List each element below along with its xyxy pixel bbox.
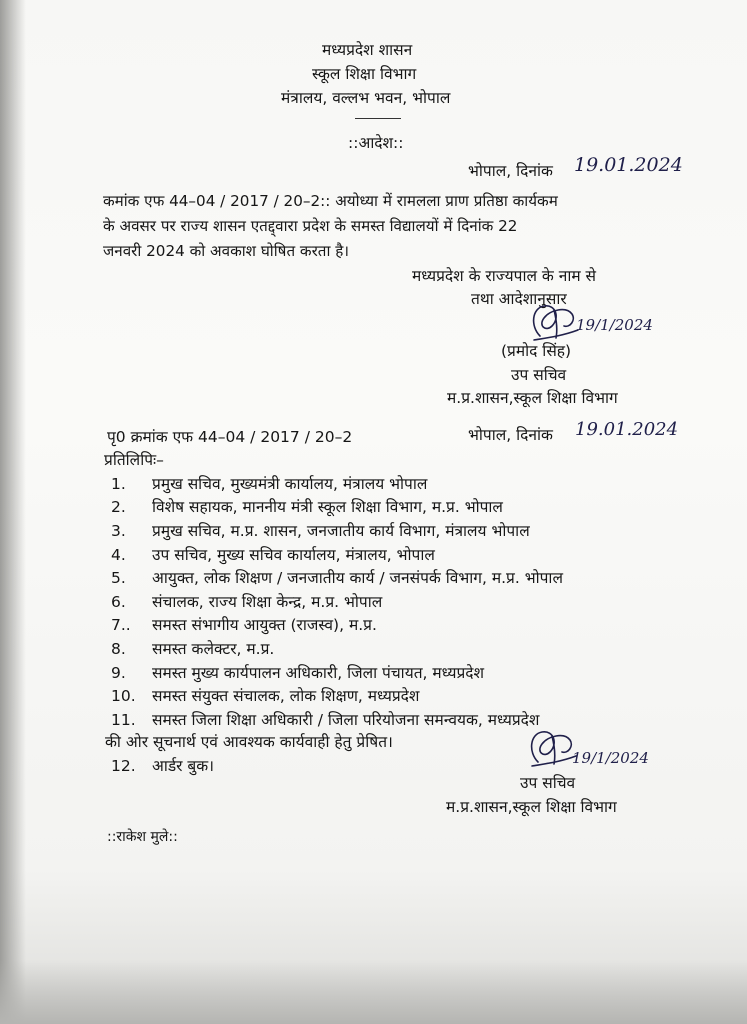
header-divider <box>355 118 401 119</box>
list-item-text: समस्त कलेक्टर, म.प्र. <box>152 640 275 658</box>
typist-initials: ::राकेश मुले:: <box>107 829 178 845</box>
forward-note: की ओर सूचनार्थ एवं आवश्यक कार्यवाही हेतु प्रेषित। <box>105 733 393 751</box>
copy-to-label: प्रतिलिपिः– <box>104 451 164 469</box>
list-item-text: उप सचिव, मुख्य सचिव कार्यालय, मंत्रालय, भोपाल <box>152 546 435 564</box>
list-item-text: प्रमुख सचिव, म.प्र. शासन, जनजातीय कार्य विभाग, मंत्रालय भोपाल <box>152 522 530 540</box>
endorsement-ref: पृ0 क्रमांक एफ 44–04 / 2017 / 20–2 <box>107 428 353 446</box>
list-item-number: 6. <box>111 593 126 611</box>
page-shadow-left <box>0 0 26 1024</box>
endorsement-date-label: भोपाल, दिनांक <box>468 426 553 444</box>
signature-date-2: 19/1/2024 <box>572 749 649 767</box>
authority-line-1: मध्यप्रदेश के राज्यपाल के नाम से <box>412 267 597 285</box>
signature-mark-1 <box>526 296 582 346</box>
order-date-handwritten: 19.01.2024 <box>574 154 683 176</box>
list-item-number: 3. <box>111 522 126 540</box>
signatory-name: (प्रमोद सिंह) <box>501 342 572 360</box>
signature-date-1: 19/1/2024 <box>576 316 653 334</box>
order-date-label: भोपाल, दिनांक <box>468 162 553 180</box>
list-item-number: 2. <box>111 498 126 516</box>
signatory-department: म.प्र.शासन,स्कूल शिक्षा विभाग <box>447 389 618 407</box>
header-address: मंत्रालय, वल्लभ भवन, भोपाल <box>281 89 451 107</box>
order-body-line-1: कमांक एफ 44–04 / 2017 / 20–2:: अयोध्या में रामलला प्राण प्रतिष्ठा कार्यकम <box>103 192 558 210</box>
page-shadow-bottom <box>0 960 747 1024</box>
order-body-line-2: के अवसर पर राज्य शासन एतद्द्वारा प्रदेश के समस्त विद्यालयों में दिनांक 22 <box>103 217 518 235</box>
signatory-designation: उप सचिव <box>511 366 567 384</box>
list-item-number: 12. <box>111 757 136 775</box>
endorsement-department: म.प्र.शासन,स्कूल शिक्षा विभाग <box>446 798 617 816</box>
list-item-text: आयुक्त, लोक शिक्षण / जनजातीय कार्य / जनसंपर्क विभाग, म.प्र. भोपाल <box>152 569 563 587</box>
order-title: ::आदेश:: <box>348 134 404 152</box>
list-item-text: समस्त संभागीय आयुक्त (राजस्व), म.प्र. <box>152 616 377 634</box>
list-item-number: 4. <box>111 546 126 564</box>
authority-line-2: तथा आदेशानुसार <box>471 290 567 308</box>
list-item-text: प्रमुख सचिव, मुख्यमंत्री कार्यालय, मंत्रालय भोपाल <box>152 475 428 493</box>
list-item-text: विशेष सहायक, माननीय मंत्री स्कूल शिक्षा विभाग, म.प्र. भोपाल <box>152 498 503 516</box>
list-item-number: 8. <box>111 640 126 658</box>
order-body-line-3: जनवरी 2024 को अवकाश घोषित करता है। <box>103 242 350 260</box>
list-item-number: 5. <box>111 569 126 587</box>
list-item-text: समस्त जिला शिक्षा अधिकारी / जिला परियोजना समन्वयक, मध्यप्रदेश <box>152 711 540 729</box>
endorsement-date-handwritten: 19.01.2024 <box>575 419 679 440</box>
list-item-number: 11. <box>111 711 136 729</box>
list-item-number: 9. <box>111 664 126 682</box>
list-item-text: समस्त मुख्य कार्यपालन अधिकारी, जिला पंचायत, मध्यप्रदेश <box>152 664 485 682</box>
header-department: स्कूल शिक्षा विभाग <box>312 65 417 83</box>
list-item-number: 7.. <box>111 616 131 634</box>
list-item-text: आर्डर बुक। <box>152 757 215 775</box>
list-item-number: 10. <box>111 687 136 705</box>
header-government: मध्यप्रदेश शासन <box>322 41 413 59</box>
list-item-number: 1. <box>111 475 126 493</box>
list-item-text: समस्त संयुक्त संचालक, लोक शिक्षण, मध्यप्रदेश <box>152 687 420 705</box>
endorsement-designation: उप सचिव <box>520 774 576 792</box>
list-item-text: संचालक, राज्य शिक्षा केन्द्र, म.प्र. भोपाल <box>152 593 383 611</box>
